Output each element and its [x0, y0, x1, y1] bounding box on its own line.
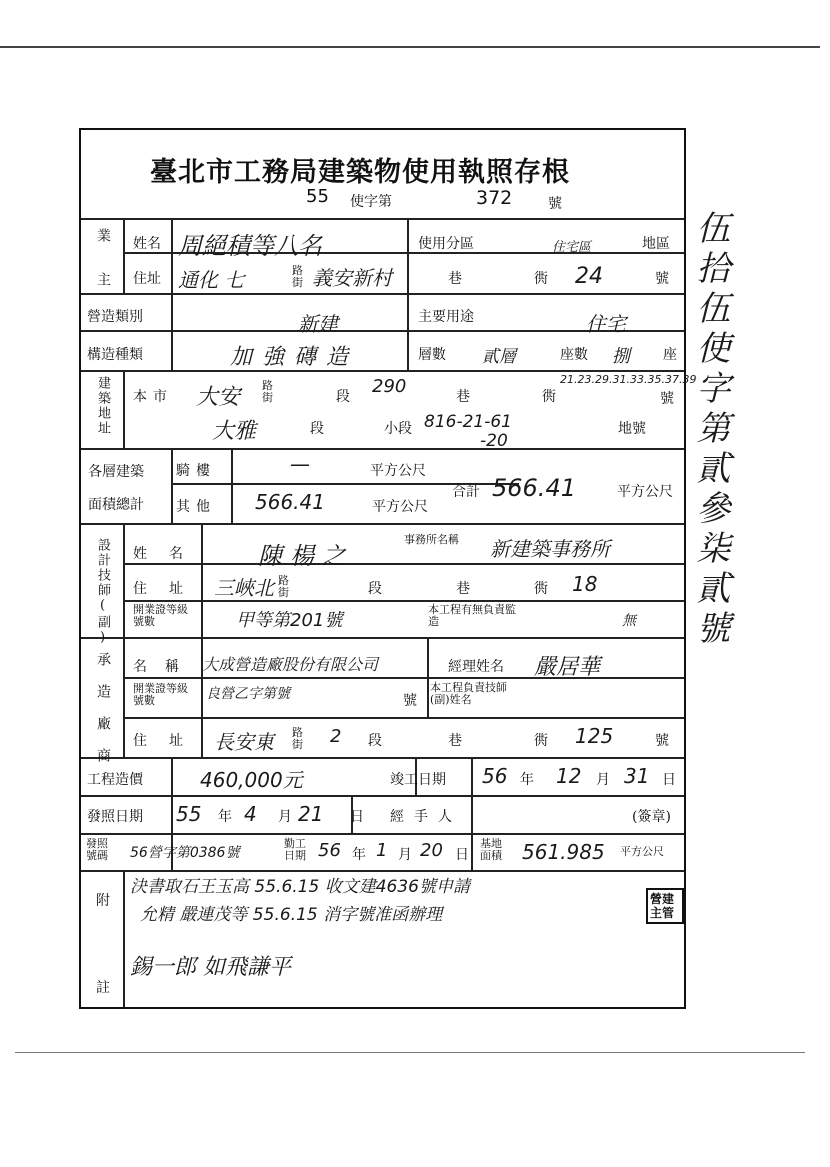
units-suffix: 座 — [663, 347, 677, 363]
contractor-name-value: 大成營造廠股份有限公司 — [202, 655, 379, 674]
designer-road-label: 路街 — [278, 574, 289, 599]
issue-day: 21 — [298, 802, 324, 826]
arcade-unit: 平方公尺 — [370, 463, 426, 479]
owner-address-label: 住址 — [133, 271, 161, 287]
other-unit: 平方公尺 — [372, 499, 428, 515]
purpose-label: 主要用途 — [418, 309, 474, 325]
issue-year-label: 年 — [218, 809, 232, 825]
issue-label: 發照日期 — [87, 809, 143, 825]
start-year-label: 年 — [352, 847, 366, 863]
designer-license-label: 開業證等級號數 — [133, 603, 188, 628]
base-unit: 平方公尺 — [620, 845, 664, 858]
owner-address-value: 通化 七 — [178, 268, 245, 292]
build-type-value: 新建 — [298, 312, 338, 336]
site-section-label: 段 — [336, 389, 350, 405]
designer-section-label: 設計技師(副) — [95, 538, 110, 647]
issue-month-label: 月 — [278, 809, 292, 825]
serial-mid: 使字第 — [350, 194, 392, 210]
notes-line-2: 允精 嚴連茂等 55.6.15 消字號准函辦理 — [140, 905, 443, 925]
site-number-label: 號 — [660, 391, 674, 407]
contractor-section-value: 2 — [330, 726, 342, 747]
site-street-value: 21.23.29.31.33.35.37.39 — [560, 373, 697, 386]
serial-number: 372 — [476, 187, 513, 209]
site-segment-value: 大雅 — [212, 419, 257, 444]
scan-edge-line-bottom — [15, 1052, 805, 1053]
issue-month: 4 — [244, 802, 257, 826]
units-label: 座數 — [560, 347, 588, 363]
designer-lane-label: 巷 — [456, 581, 470, 597]
owner-road-value: 義安新村 — [312, 266, 392, 290]
base-label: 基地面積 — [480, 837, 502, 862]
site-subsection-label: 小段 — [384, 421, 412, 437]
document-title: 臺北市工務局建築物使用執照存根 — [150, 157, 570, 188]
site-lot-value: 816-21-61 — [424, 412, 512, 432]
base-value: 561.985 — [522, 840, 605, 864]
contractor-road-label: 路街 — [292, 726, 303, 751]
floors-label: 層數 — [418, 347, 446, 363]
start-year: 56 — [318, 840, 341, 861]
serial-prefix: 55 — [306, 186, 329, 207]
contractor-section-label: 承造廠商 — [95, 652, 111, 780]
supervise-label: 本工程有無負責監造 — [428, 603, 516, 628]
contractor-street-value: 125 — [575, 724, 614, 748]
manager-label: 經理姓名 — [448, 659, 504, 675]
complete-month-label: 月 — [596, 772, 610, 788]
site-segment-label: 段 — [310, 421, 324, 437]
complete-day-label: 日 — [662, 772, 676, 788]
site-lot-value-2: -20 — [480, 431, 508, 451]
owner-street-value: 24 — [575, 264, 603, 289]
arcade-value: — — [290, 452, 310, 476]
zone-value: 住宅區 — [552, 240, 592, 255]
notes-line-3: 錫一郎 如飛謙平 — [130, 955, 291, 980]
arcade-label: 騎樓 — [176, 463, 216, 479]
complete-day: 31 — [624, 764, 650, 788]
notes-label-a: 附 — [96, 893, 110, 909]
contractor-address-label: 住址 — [133, 733, 205, 749]
complete-year: 56 — [482, 764, 508, 788]
contractor-number-label: 號 — [655, 733, 669, 749]
structure-label: 構造種類 — [87, 347, 143, 363]
scan-edge-line — [0, 46, 820, 48]
contractor-license-label: 開業證等級號數 — [133, 682, 188, 707]
supervise-value: 無 — [622, 613, 636, 629]
site-alley-value: 290 — [372, 376, 407, 397]
designer-section-label-2: 段 — [368, 581, 382, 597]
contractor-license-number-label: 號 — [403, 693, 417, 709]
complete-month: 12 — [556, 764, 582, 788]
start-label: 勤工日期 — [284, 837, 306, 862]
build-type-label: 營造類別 — [87, 309, 143, 325]
site-road-label: 路街 — [262, 379, 273, 404]
contractor-name-label: 名稱 — [133, 659, 197, 675]
site-lot-suffix: 地號 — [618, 421, 646, 437]
area-label-b: 面積總計 — [88, 497, 144, 513]
designer-street-value: 18 — [572, 572, 598, 596]
engineer-label: 本工程負責技師(副)姓名 — [430, 681, 507, 706]
office-label: 事務所名稱 — [404, 533, 459, 546]
floors-value: 貳層 — [482, 347, 516, 367]
designer-street-label: 衖 — [534, 581, 548, 597]
notes-label-b: 註 — [96, 980, 110, 996]
site-district: 大安 — [196, 385, 241, 410]
owner-name-value: 周絕積等八名 — [178, 232, 322, 260]
purpose-value: 住宅 — [586, 312, 626, 336]
manager-value: 嚴居華 — [534, 655, 601, 680]
designer-address-value: 三峽北 — [214, 576, 274, 600]
zone-label: 使用分區 — [418, 236, 474, 252]
designer-address-label: 住址 — [133, 581, 205, 597]
site-lane-label: 巷 — [456, 389, 470, 405]
handler-label: 經手人 — [390, 809, 462, 825]
approval-stamp: 營建主管 — [646, 888, 684, 924]
permit-value: 56營字第0386號 — [130, 845, 240, 861]
designer-license-value: 甲等第201號 — [236, 610, 343, 631]
site-label: 建築地址 — [95, 376, 110, 436]
complete-year-label: 年 — [520, 772, 534, 788]
cost-label: 工程造價 — [87, 772, 143, 788]
total-label: 合計 — [452, 484, 480, 500]
contractor-address-value: 長安東 — [214, 730, 274, 754]
permit-label: 發照號碼 — [86, 837, 108, 862]
issue-year: 55 — [176, 802, 202, 826]
contractor-section-label-2: 段 — [368, 733, 382, 749]
total-value: 566.41 — [492, 474, 576, 502]
designer-name-value: 陳楊之 — [258, 542, 354, 570]
contractor-license-value: 良營乙字第號 — [206, 686, 290, 702]
office-value: 新建築事務所 — [490, 537, 610, 561]
site-street-label: 衖 — [542, 389, 556, 405]
owner-number-label: 號 — [655, 271, 669, 287]
contractor-lane-label: 巷 — [448, 733, 462, 749]
total-unit: 平方公尺 — [617, 484, 673, 500]
cost-value: 460,000元 — [200, 768, 303, 792]
start-day-label: 日 — [455, 847, 469, 863]
start-month: 1 — [376, 840, 388, 861]
issue-day-label: 日 — [350, 809, 364, 825]
notes-line-1: 決書取石王玉高 55.6.15 收文建4636號申請 — [130, 877, 470, 897]
other-value: 566.41 — [255, 490, 325, 514]
designer-name-label: 姓名 — [133, 546, 205, 562]
other-label: 其他 — [176, 499, 216, 515]
area-label-a: 各層建築 — [88, 464, 144, 480]
owner-street-label: 衖 — [534, 271, 548, 287]
owner-name-label: 姓名 — [133, 236, 161, 252]
start-month-label: 月 — [398, 847, 412, 863]
start-day: 20 — [420, 840, 443, 861]
owner-road-label: 路街 — [292, 264, 303, 289]
complete-label: 竣工日期 — [390, 772, 446, 788]
serial-suffix: 號 — [548, 196, 562, 212]
owner-section-label: 業主 — [95, 228, 111, 316]
zone-suffix: 地區 — [642, 236, 670, 252]
site-city: 本市 — [133, 389, 173, 405]
sign-label: (簽章) — [632, 809, 671, 825]
units-value: 捌 — [612, 346, 630, 367]
owner-lane-label: 巷 — [448, 271, 462, 287]
structure-value: 加強磚造 — [230, 345, 359, 370]
margin-vertical-note: 伍拾伍使字第貳參柒貳號 — [690, 210, 730, 650]
contractor-street-label: 衖 — [534, 733, 548, 749]
